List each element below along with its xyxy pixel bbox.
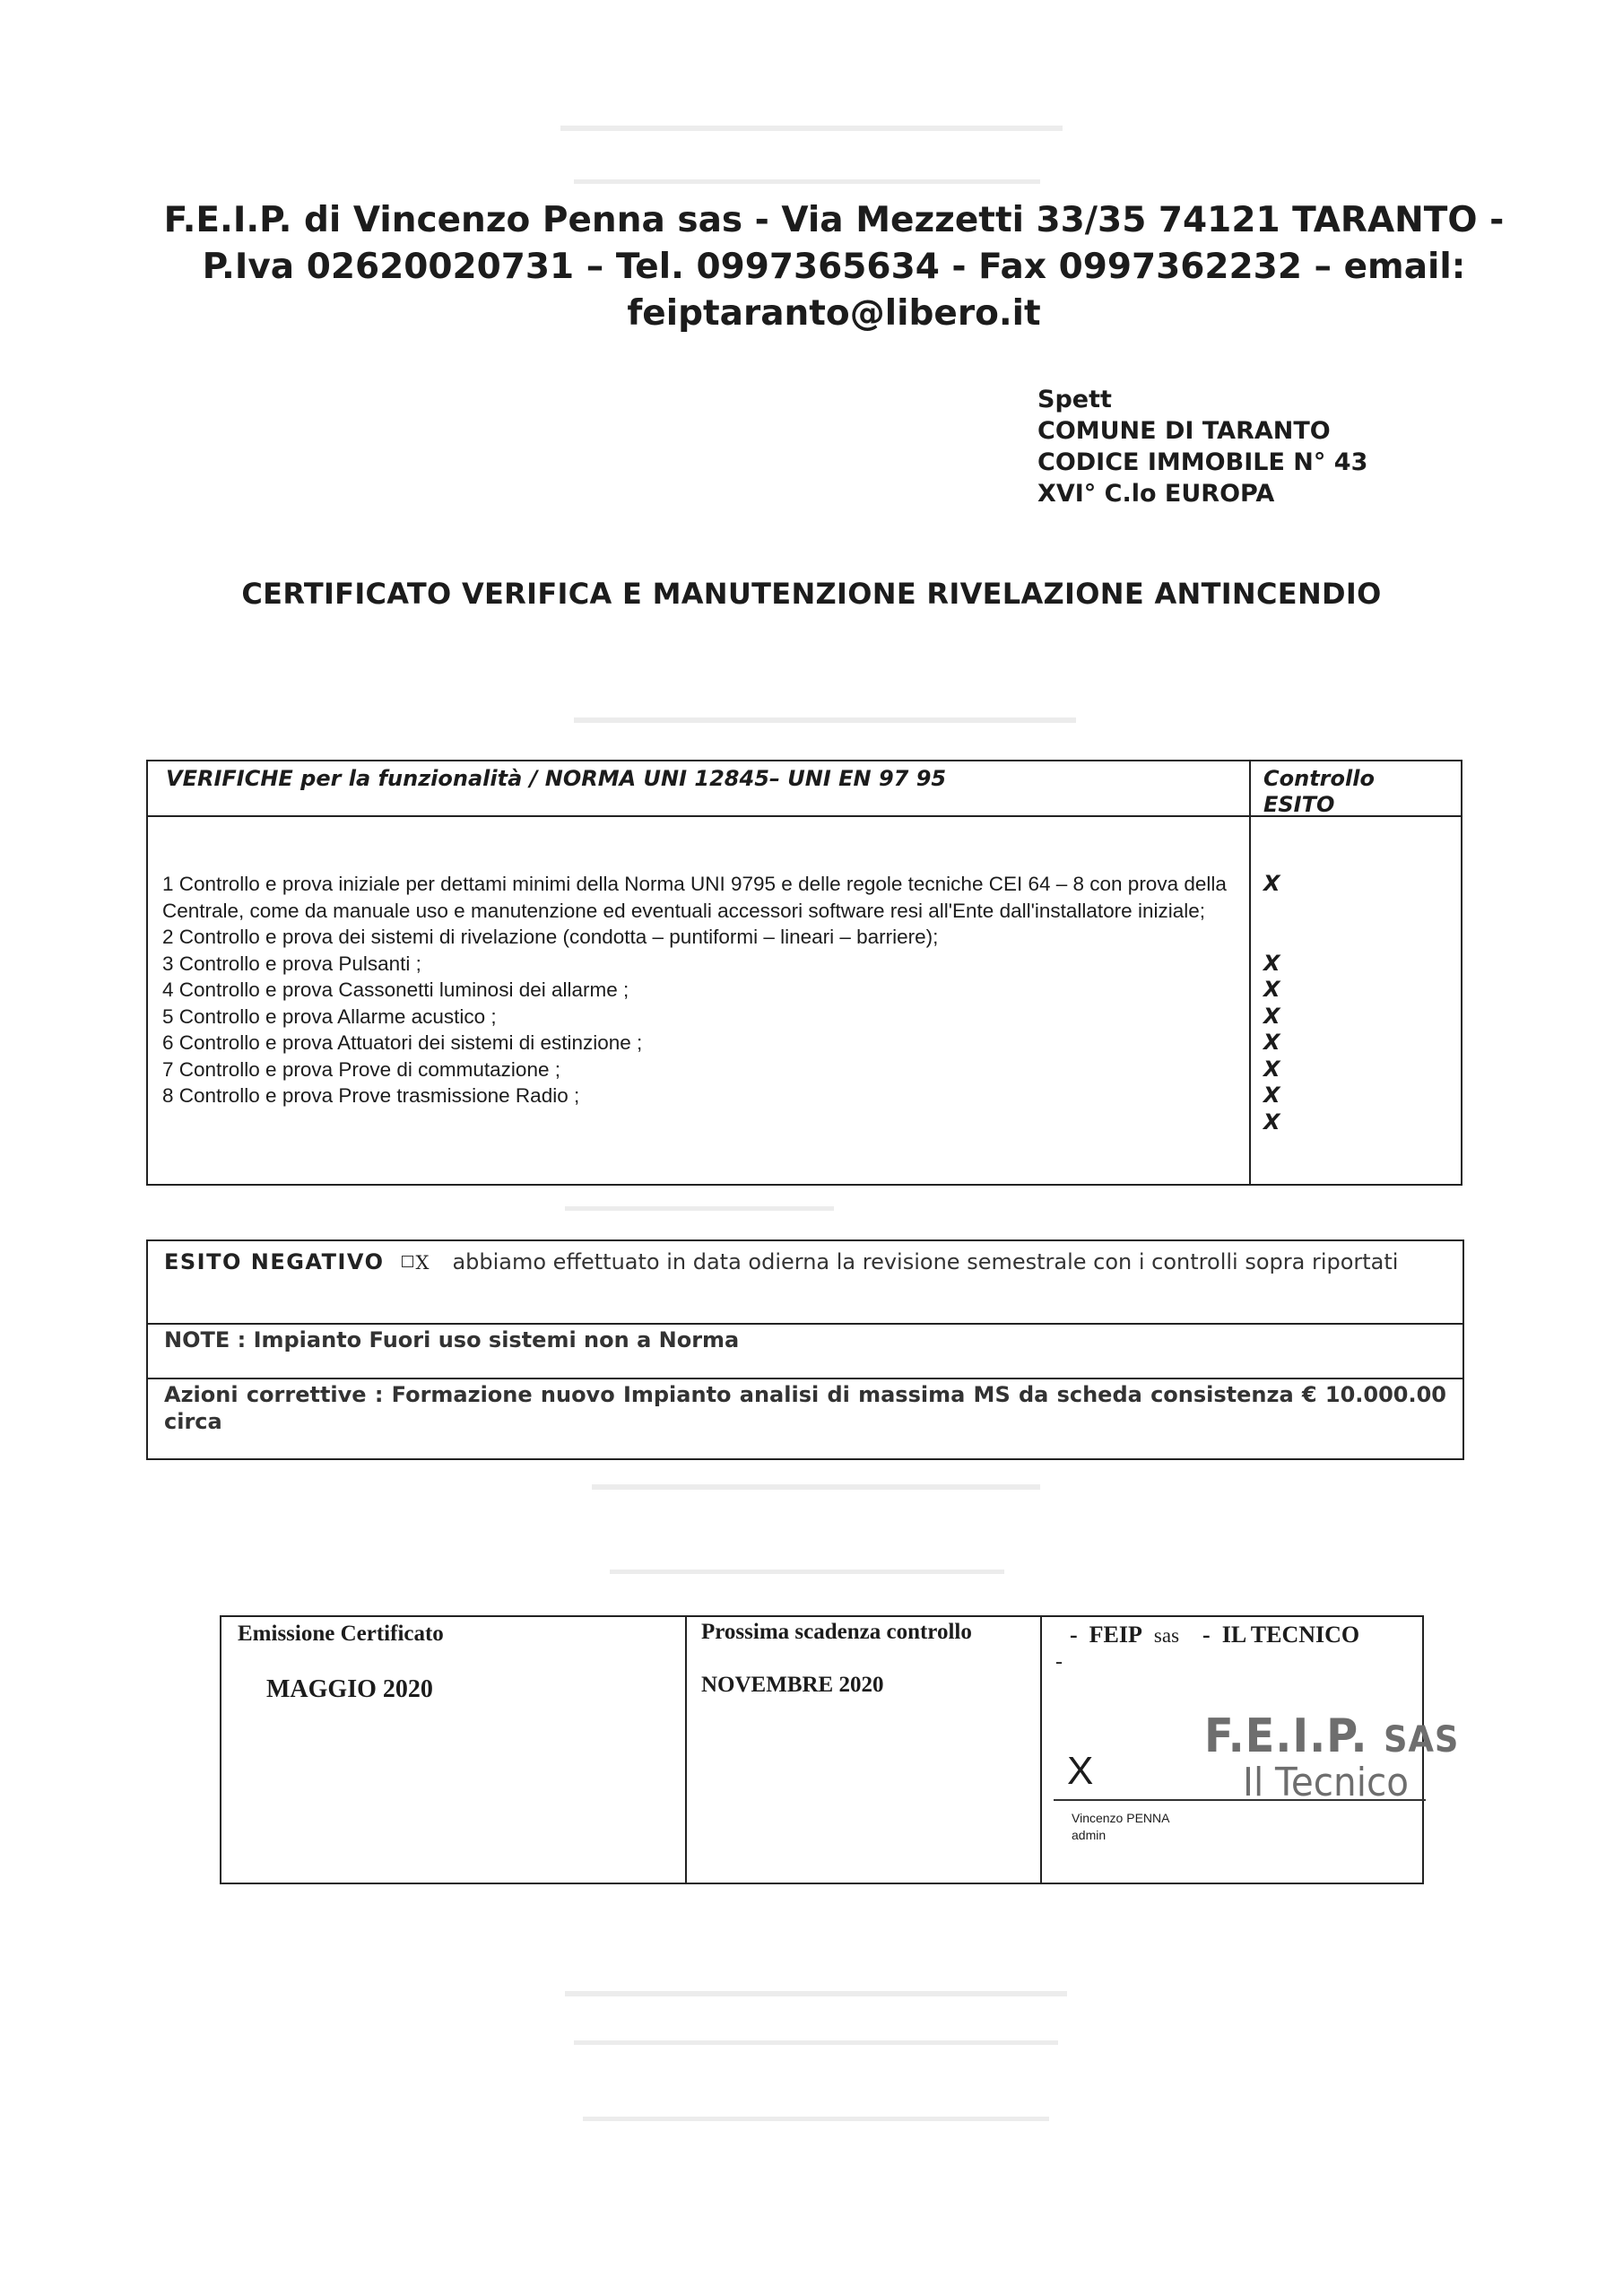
outcome-row: [164, 1248, 1446, 1276]
scan-artifact: [560, 126, 1063, 131]
outcome-header-line2: ESITO: [1263, 792, 1335, 817]
check-marks: [1263, 871, 1317, 1135]
addressee-salutation: Spett: [1037, 386, 1112, 413]
check-mark: X: [1263, 977, 1280, 1002]
stamp-suffix: SAS: [1384, 1719, 1460, 1761]
box-divider: [148, 1323, 1462, 1325]
box-divider: [1040, 1617, 1042, 1883]
signature-mark: X: [1067, 1749, 1094, 1793]
document-title: CERTIFICATO VERIFICA E MANUTENZIONE RIVELAZIONE ANTINCENDIO: [241, 577, 1382, 611]
checks-table: [146, 760, 1462, 1186]
stamp-role: Il Tecnico: [1243, 1760, 1409, 1805]
check-item: 2 Controllo e prova dei sistemi di rivelazione (condotta – puntiformi – lineari – barriere);: [162, 926, 939, 948]
scan-artifact: [574, 179, 1040, 184]
check-item: 6 Controllo e prova Attuatori dei sistemi di estinzione ;: [162, 1031, 643, 1054]
addressee-block: [1037, 384, 1367, 509]
signer-details: [1072, 1810, 1169, 1844]
corrective-actions: Azioni correttive : Formazione nuovo Impianto analisi di massima MS da scheda consistenza € 10.000.00 circa: [164, 1382, 1446, 1434]
outcome-checkbox-mark: X: [415, 1252, 430, 1274]
scan-artifact: [574, 2040, 1058, 2045]
note-text: NOTE : Impianto Fuori uso sistemi non a Norma: [164, 1327, 740, 1352]
signer-name: Vincenzo PENNA: [1072, 1811, 1170, 1825]
outcome-box: [146, 1239, 1464, 1460]
checkbox-square-icon: [402, 1256, 413, 1267]
signature-company: FEIP: [1089, 1622, 1142, 1648]
emission-date: MAGGIO 2020: [266, 1675, 433, 1703]
scan-artifact: [583, 2117, 1049, 2121]
outcome-checkbox: [402, 1252, 429, 1274]
scan-artifact: [565, 1991, 1067, 1996]
stamp-company: F.E.I.P.: [1204, 1709, 1368, 1763]
company-email: feiptaranto@libero.it: [627, 293, 1041, 334]
scan-artifact: [610, 1570, 1004, 1574]
signature-role: IL TECNICO: [1221, 1622, 1360, 1648]
signature-dash: -: [1055, 1650, 1063, 1674]
signature-header: - FEIP sas - IL TECNICO: [1070, 1622, 1360, 1648]
check-mark: X: [1263, 1003, 1280, 1029]
company-header-line1: F.E.I.P. di Vincenzo Penna sas - Via Mezzetti 33/35 74121 TARANTO -: [163, 200, 1505, 240]
outcome-header: [1263, 766, 1375, 818]
signature-company-suffix: sas: [1153, 1624, 1180, 1647]
box-divider: [148, 1378, 1462, 1379]
check-item: 8 Controllo e prova Prove trasmissione Radio ;: [162, 1084, 580, 1107]
checks-header: VERIFICHE per la funzionalità / NORMA UNI 12845– UNI EN 97 95: [166, 766, 947, 791]
check-mark: X: [1263, 1030, 1280, 1055]
scan-artifact: [592, 1484, 1040, 1490]
addressee-site: XVI° C.lo EUROPA: [1037, 480, 1275, 508]
addressee-entity: COMUNE DI TARANTO: [1037, 417, 1331, 445]
check-item: 1 Controllo e prova iniziale per dettami minimi della Norma UNI 9795 e delle regole tecniche CEI 64 – 8 con prova della Centrale, come da manuale uso e manutenzione ed eventuali accessori software resi all'Ente dall'installatore iniziale;: [162, 873, 1227, 922]
stamp-line1: [1204, 1709, 1459, 1763]
company-stamp: [1204, 1709, 1481, 1805]
outcome-header-line1: Controllo: [1263, 766, 1375, 791]
emission-label: Emissione Certificato: [238, 1622, 444, 1646]
check-mark: X: [1263, 1083, 1280, 1108]
scan-artifact: [574, 718, 1076, 723]
company-header: [108, 197, 1560, 337]
check-mark: X: [1263, 871, 1280, 896]
scan-artifact: [565, 1206, 834, 1211]
checks-list: [162, 871, 1238, 1109]
check-mark: X: [1263, 1056, 1280, 1082]
table-divider: [1249, 761, 1251, 1184]
check-mark: X: [1263, 950, 1280, 976]
check-item: 5 Controllo e prova Allarme acustico ;: [162, 1004, 497, 1028]
signer-user: admin: [1072, 1828, 1107, 1842]
check-item: 3 Controllo e prova Pulsanti ;: [162, 952, 421, 975]
next-check-date: NOVEMBRE 2020: [701, 1673, 884, 1697]
outcome-text: abbiamo effettuato in data odierna la revisione semestrale con i controlli sopra riportati: [452, 1249, 1399, 1274]
outcome-label: ESITO NEGATIVO: [164, 1249, 385, 1274]
company-header-line2: P.Iva 02620020731 – Tel. 0997365634 - Fax 0997362232 – email:: [202, 247, 1466, 287]
next-check-label: Prossima scadenza controllo: [701, 1620, 972, 1644]
box-divider: [685, 1617, 687, 1883]
check-item: 7 Controllo e prova Prove di commutazione ;: [162, 1057, 560, 1081]
check-mark: X: [1263, 1109, 1280, 1135]
check-item: 4 Controllo e prova Cassonetti luminosi dei allarme ;: [162, 978, 629, 1001]
addressee-code: CODICE IMMOBILE N° 43: [1037, 448, 1368, 476]
